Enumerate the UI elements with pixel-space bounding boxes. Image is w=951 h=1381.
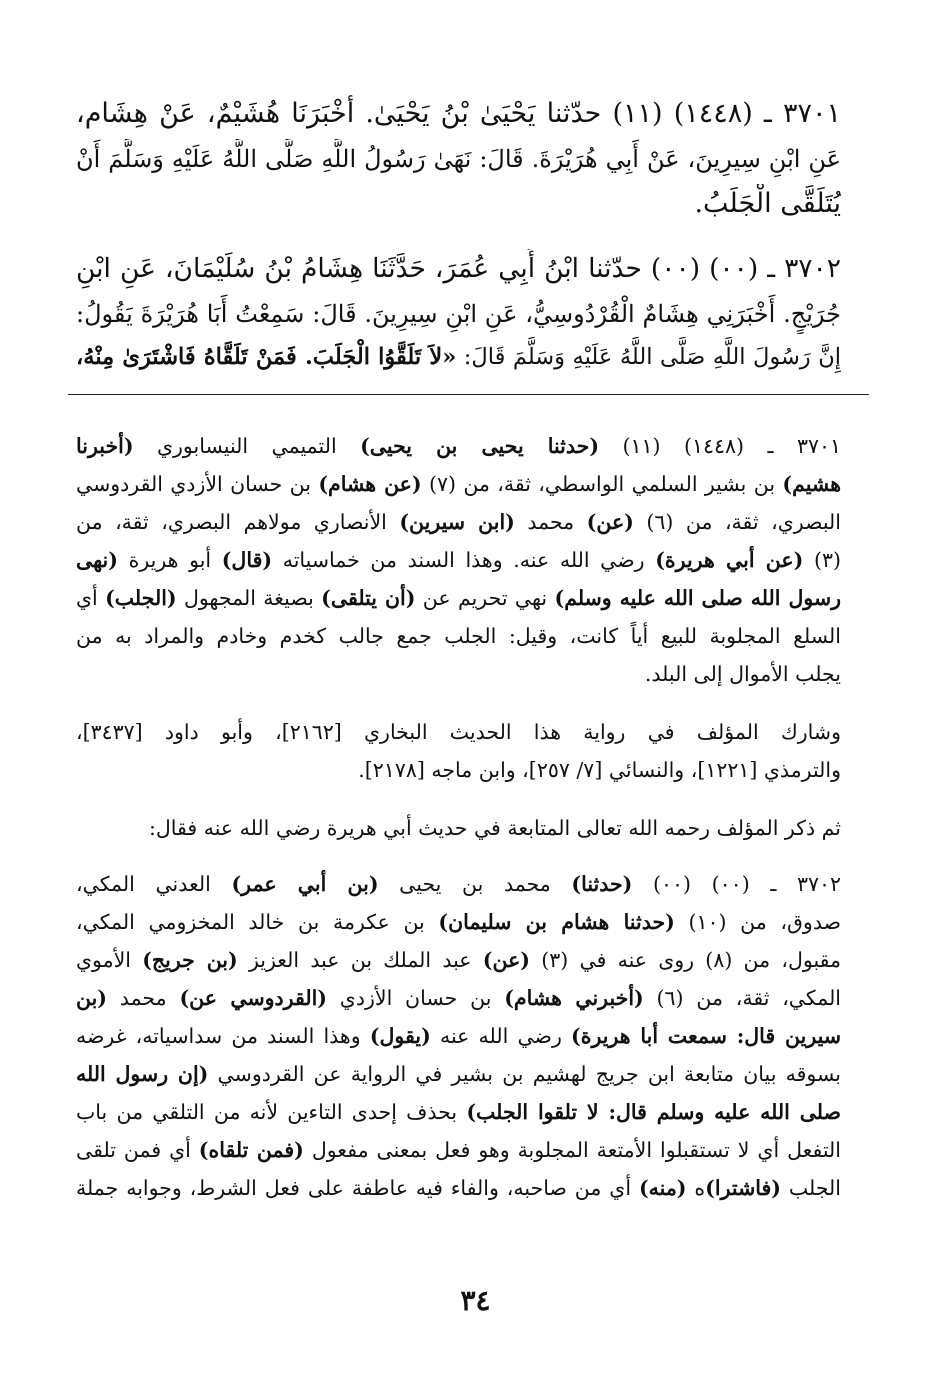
text-segment: بن عكرمة بن خالد المخزومي المكي، (76, 910, 439, 934)
text-segment: أي من صاحبه، والفاء فيه عاطفة على فعل الشرط، وجوابه جملة (76, 1176, 639, 1200)
text-segment: مقبول، من (٨) روى عنه في (٣) (530, 948, 841, 972)
text-segment: الجلب (781, 1176, 841, 1200)
participation-line: والترمذي [١٢٢١]، والنسائي [٧/ ٢٥٧]، وابن ماجه [٢١٧٨]. (358, 758, 841, 782)
hadith-3702-line: جُرَيْجٍ. أَخْبَرَنِي هِشَامٌ الْقُرْدُوسِيُّ، عَنِ ابْنِ سِيرِينَ. قَالَ: سَمِعْتُ أَبَا هُرَيْرَةَ يَقُولُ: (76, 300, 841, 328)
hadith-3701-line: ٣٧٠١ ـ (١٤٤٨) (١١) حدّثنا يَحْيَىٰ بْنُ يَحْيَىٰ. أَخْبَرَنَا هُشَيْمٌ، عَنْ هِشَام، (76, 98, 841, 129)
text-segment: عبد الملك بن عبد العزيز (237, 948, 483, 972)
commentary-3702-line (76, 868, 841, 902)
quoted-phrase: (فمن تلقاه) (198, 1138, 304, 1162)
text-segment: رضي الله عنه. وهذا السند من خماسياته (272, 548, 656, 572)
commentary-3702-line (76, 906, 841, 940)
quoted-phrase: (ابن سيرين) (399, 510, 515, 534)
quoted-phrase: (الجلب) (105, 586, 177, 610)
commentary-3702-line (76, 1020, 841, 1054)
text-segment: بن حسان الأزدي القردوسي (76, 472, 319, 496)
text-segment: ه (686, 1176, 706, 1200)
text-segment: بسوقه بيان متابعة ابن جريج لهشيم بن بشير في الرواية عن القردوسي (208, 1062, 841, 1086)
quoted-phrase: (حدثنا يحيى بن يحيى) (360, 434, 600, 458)
text-segment: الأنصاري مولاهم البصري، ثقة، من (76, 510, 400, 534)
quoted-phrase: رسول الله صلى الله عليه وسلم) (554, 586, 841, 610)
text-segment: أي فمن تلقى (76, 1138, 199, 1162)
quoted-phrase: هشيم) (782, 472, 841, 496)
follow-up-intro: ثم ذكر المؤلف رحمه الله تعالى المتابعة في حديث أبي هريرة رضي الله عنه فقال: (148, 816, 841, 840)
text-segment: صدوق، من (١٠) (674, 910, 841, 934)
quoted-phrase: (أخبرني هشام) (504, 986, 644, 1010)
quoted-phrase: (عن هشام) (318, 472, 422, 496)
text-segment: محمد (107, 986, 180, 1010)
commentary-3702-line (76, 1172, 841, 1206)
commentary-3702-line (76, 1058, 841, 1092)
text-segment: الأموي (76, 948, 143, 972)
text-segment: بصيغة المجهول (176, 586, 322, 610)
quoted-phrase: (إن رسول الله (76, 1062, 209, 1086)
hadith-3701-line: عَنِ ابْنِ سِيرِينَ، عَنْ أَبِي هُرَيْرَةَ. قَالَ: نَهَىٰ رَسُولُ اللَّهِ صَلَّى اللَّهُ عَلَيْهِ وَسَلَّمَ أَنْ (76, 145, 841, 173)
text-segment: التفعل أي لا تستقبلوا الأمتعة المجلوبة وهو فعل بمعنى مفعول (303, 1138, 841, 1162)
quoted-phrase: (منه) (638, 1176, 687, 1200)
commentary-3702-line (76, 1096, 841, 1130)
commentary-3702-line (76, 982, 841, 1016)
quoted-phrase: (بن أبي عمر) (231, 872, 379, 896)
text-segment: ٣٧٠٢ ـ (٠٠) (٠٠) (632, 872, 841, 896)
commentary-3701-line (76, 544, 841, 578)
prophetic-saying: «لاَ تَلَقَّوُا الْجَلَبَ. فَمَنْ تَلَقَّاهُ فَاشْتَرَىٰ مِنْهُ، (76, 344, 457, 370)
text-segment: ٣٧٠١ ـ (١٤٤٨) (١١) (599, 434, 841, 458)
text-segment: البصري، ثقة، من (٦) (633, 510, 841, 534)
quoted-phrase: (عن) (482, 948, 531, 972)
quoted-phrase: (عن) (586, 510, 634, 534)
quoted-phrase: (القردوسي عن) (179, 986, 328, 1010)
quoted-phrase: (بن (76, 986, 108, 1010)
text-segment: نهي تحريم عن (415, 586, 555, 610)
quoted-phrase: (أن يتلقى) (321, 586, 416, 610)
quoted-phrase: (حدثنا) (571, 872, 633, 896)
text-segment: المكي، ثقة، من (٦) (643, 986, 841, 1010)
commentary-3701-line (76, 582, 841, 616)
text-segment: بن حسان الأزدي (327, 986, 505, 1010)
text-segment: محمد بن يحيى (378, 872, 572, 896)
text-segment: رضي الله عنه (430, 1024, 572, 1048)
separator-line (68, 394, 869, 395)
text-segment: محمد (514, 510, 587, 534)
quoted-phrase: (عن أبي هريرة) (655, 548, 804, 572)
text-segment: (٣) (803, 548, 841, 572)
page-number: ٣٤ (460, 1284, 491, 1317)
text-segment: أبو هريرة (117, 548, 222, 572)
participation-line: وشارك المؤلف في رواية هذا الحديث البخاري [٢١٦٢]، وأبو داود [٣٤٣٧]، (76, 720, 841, 744)
text-segment: التميمي النيسابوري (133, 434, 361, 458)
text-segment: بن بشير السلمي الواسطي، ثقة، من (٧) (421, 472, 783, 496)
text-segment: وهذا السند من سداسياته، غرضه (76, 1024, 370, 1048)
hadith-3701-line: يُتَلَقَّى الْجَلَبُ. (694, 188, 841, 219)
commentary-3701-line: السلع المجلوبة للبيع أياً كانت، وقيل: الجلب جمع جالب كخدم وخادم والمراد به من (76, 624, 841, 648)
text-segment: العدني المكي، (76, 872, 232, 896)
quoted-phrase: (أخبرنا (76, 434, 134, 458)
text-segment: أي (76, 586, 106, 610)
quoted-phrase: (قال) (221, 548, 273, 572)
text-segment: إِنَّ رَسُولَ اللَّهِ صَلَّى اللَّهُ عَلَيْهِ وَسَلَّمَ قَالَ: (456, 344, 841, 370)
commentary-3701-line (76, 430, 841, 464)
quoted-phrase: (نهى (76, 548, 118, 572)
quoted-phrase: (يقول) (369, 1024, 431, 1048)
hadith-3702-line: ٣٧٠٢ ـ (٠٠) (٠٠) حدّثنا ابْنُ أَبِي عُمَرَ، حَدَّثَنَا هِشَامُ بْنُ سُلَيْمَانَ، عَنِ ابْنِ (76, 253, 841, 284)
quoted-phrase: (بن جريج) (142, 948, 238, 972)
quoted-phrase: صلى الله عليه وسلم قال: لا تلقوا الجلب) (466, 1100, 841, 1124)
commentary-3701-line (76, 468, 841, 502)
quoted-phrase: سيرين قال: سمعت أبا هريرة) (571, 1024, 841, 1048)
commentary-3701-line (76, 506, 841, 540)
commentary-3702-line (76, 944, 841, 978)
hadith-3702-line (76, 337, 841, 377)
text-segment: بحذف إحدى التاءين لأنه من التلقي من باب (76, 1100, 467, 1124)
quoted-phrase: (فاشترا) (705, 1176, 781, 1200)
quoted-phrase: (حدثنا هشام بن سليمان) (438, 910, 675, 934)
commentary-3702-line (76, 1134, 841, 1168)
commentary-3701-line: يجلب الأموال إلى البلد. (644, 662, 841, 686)
